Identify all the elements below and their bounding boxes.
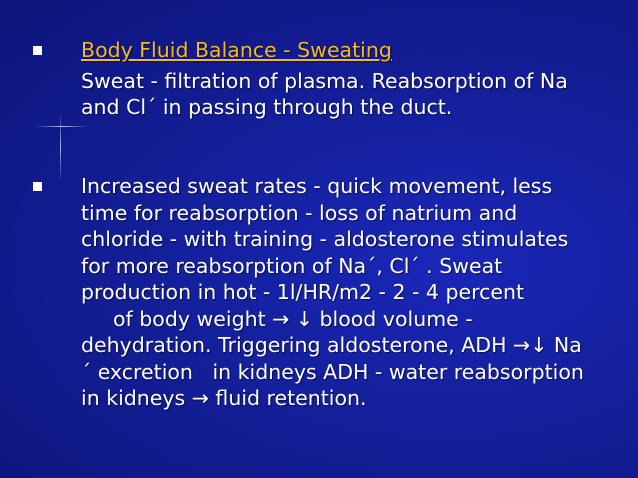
bullet-text-sweat-rates — [81, 173, 626, 412]
text-line: of body weight → ↓ blood volume - — [113, 306, 473, 331]
text-line: Sweat - filtration of plasma. Reabsorption of Na — [81, 68, 568, 93]
square-bullet-icon — [33, 46, 42, 55]
square-bullet-icon — [33, 182, 42, 191]
text-line: chloride - with training - aldosterone stimulates — [81, 227, 569, 251]
text-line: ´ excretion in kidneys ADH - water reabsorption — [81, 359, 584, 384]
bullet-text-sweating — [81, 37, 626, 121]
text-line: dehydration. Triggering aldosterone, ADH →↓ Na — [81, 333, 582, 357]
text-line: production in hot - 1l/HR/m2 - 2 - 4 percent — [81, 280, 525, 304]
text-line: for more reabsorption of Na´, Cl´ . Sweat — [81, 253, 503, 278]
text-line: Increased sweat rates - quick movement, less — [81, 174, 553, 198]
text-line: time for reabsorption - loss of natrium and — [81, 200, 518, 225]
heading-link[interactable]: Body Fluid Balance - Sweating — [81, 38, 392, 62]
text-line: in kidneys → fluid retention. — [81, 386, 367, 410]
decorative-horizontal-line — [36, 126, 88, 127]
text-line: and Cl´ in passing through the duct. — [81, 95, 453, 119]
decorative-vertical-line — [60, 112, 61, 182]
